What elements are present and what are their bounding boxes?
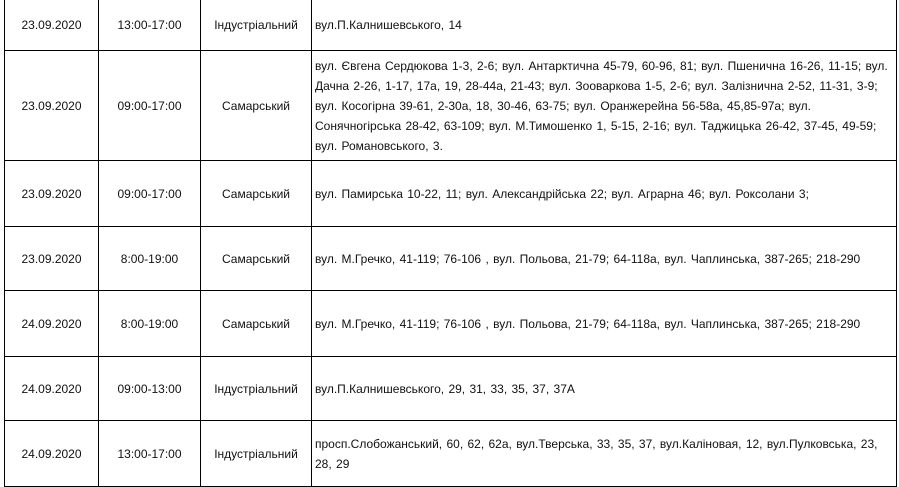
- table-row: [5, 227, 897, 291]
- addresses-cell: вул. Євгена Сердюкова 1-3, 2-6; вул. Антарктична 45-79, 60-96, 81; вул. Пшенична 16-26, 11-15; вул. Дачна 2-26, 1-17, 17а, 19, 28-44а, 21-43; вул. Зооваркова 1-5, 2-6; вул. Залізнична 2-52, 11-31, 3-9; вул. Косогірна 39-61, 2-30а, 18, 30-46, 63-75; вул. Оранжерейна 56-58а, 45,85-97а; вул. Сонячногірська 28-42, 63-109; вул. М.Тимошенко 1, 5-15, 2-16; вул. Таджицька 26-42, 37-45, 49-59; вул. Романовського, 3.: [312, 51, 897, 161]
- date-cell: 24.09.2020: [5, 291, 99, 357]
- time-cell: 09:00-13:00: [99, 357, 201, 421]
- district-cell: Самарський: [201, 161, 312, 227]
- district-cell: Індустріальний: [201, 357, 312, 421]
- addresses-cell: вул. М.Гречко, 41-119; 76-106 , вул. Польова, 21-79; 64-118а, вул. Чаплинська, 387-265; 218-290: [312, 227, 897, 291]
- time-cell: 8:00-19:00: [99, 291, 201, 357]
- time-cell: 09:00-17:00: [99, 161, 201, 227]
- table-row: [5, 291, 897, 357]
- date-cell: 24.09.2020: [5, 357, 99, 421]
- table-row: [5, 421, 897, 487]
- table-row: [5, 357, 897, 421]
- addresses-cell: вул.П.Калнишевського, 29, 31, 33, 35, 37, 37А: [312, 357, 897, 421]
- date-cell: 23.09.2020: [5, 51, 99, 161]
- addresses-cell: вул. Памирська 10-22, 11; вул. Александрійська 22; вул. Аграрна 46; вул. Роксолани 3;: [312, 161, 897, 227]
- outage-schedule-table: [4, 0, 897, 487]
- district-cell: Самарський: [201, 227, 312, 291]
- time-cell: 13:00-17:00: [99, 0, 201, 51]
- date-cell: 23.09.2020: [5, 0, 99, 51]
- time-cell: 13:00-17:00: [99, 421, 201, 487]
- date-cell: 23.09.2020: [5, 161, 99, 227]
- time-cell: 8:00-19:00: [99, 227, 201, 291]
- district-cell: Самарський: [201, 291, 312, 357]
- addresses-cell: просп.Слобожанський, 60, 62, 62а, вул.Тверська, 33, 35, 37, вул.Каліновая, 12, вул.Пулковська, 23, 28, 29: [312, 421, 897, 487]
- addresses-cell: вул.П.Калнишевського, 14: [312, 0, 897, 51]
- table-row: [5, 0, 897, 51]
- table-row: [5, 51, 897, 161]
- table-row: [5, 161, 897, 227]
- date-cell: 24.09.2020: [5, 421, 99, 487]
- district-cell: Індустріальний: [201, 0, 312, 51]
- district-cell: Самарський: [201, 51, 312, 161]
- addresses-cell: вул. М.Гречко, 41-119; 76-106 , вул. Польова, 21-79; 64-118а, вул. Чаплинська, 387-265; 218-290: [312, 291, 897, 357]
- time-cell: 09:00-17:00: [99, 51, 201, 161]
- date-cell: 23.09.2020: [5, 227, 99, 291]
- district-cell: Індустріальний: [201, 421, 312, 487]
